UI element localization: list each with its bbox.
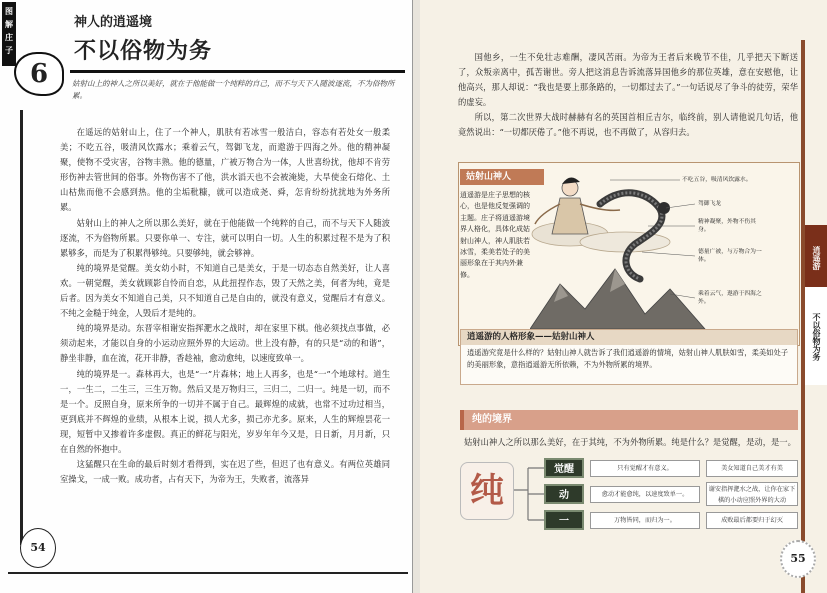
concept-node: 动 (544, 484, 584, 504)
side-tab-chapter: 逍遥游 (805, 225, 827, 287)
title-divider (70, 70, 405, 73)
illustration-caption: 逍遥游是庄子思想的核心，也是他反复强调的主题。庄子将逍遥游境界人格化，具体化成姑射山神人，神人肌肤若冰雪，柔美若处子的美丽形象在于其内外兼修。 (460, 191, 530, 279)
concept-example: 美女知道自己美才有美 (706, 460, 798, 477)
concept-node: 觉醒 (544, 458, 584, 478)
paragraph: 在遥远的姑射山上，住了一个神人，肌肤有若冰雪一般洁白，容态有若处女一般柔美；不吃五谷，吸清风饮露水；乘着云气，驾御飞龙，而遨游于四海之外。他的精神凝聚，使物不受灾害，谷物丰熟。他的德量，广被万物合为一体，人世喜纷扰，他却不肯劳形伤神去管世间的俗事。外物伤害不了他，洪水滔天也不会被淹毙，大旱使金石熔化、土山枯焦而他不会感到热。他的尘垢秕糠，就可以造成尧、舜，怎肯纷纷扰扰地为外务所累。 (60, 127, 390, 213)
paragraph: 纯的境界是觉醒。美女幼小时，不知道自己是美女，于是一切态态自然美好，让人喜欢。一朝觉醒，美女就顾影自怜而自恋，从此扭捏作态，毁了天然之美，何者为纯，竟是后者。因为美女不知道自己美，只不知道自己是自由的，就没有意义，觉醒后才有意义。不纯之金糙于纯金，人毁后才是纯的。 (60, 262, 390, 319)
illustration-title: 姑射山神人 (460, 169, 544, 185)
page-number: 55 (780, 540, 816, 578)
concept-description: 愈动才能愈纯，以速度致单一。 (590, 486, 700, 503)
concept-description: 万物皆同，而归为一。 (590, 512, 700, 529)
summary-text: 逍遥游究竟是什么样的？姑射山神人就告诉了我们逍遥游的情境，姑射山神人肌肤如雪，柔美如处子的美丽形象，意指逍遥游无所依赖，不为外物所累的境界。 (467, 348, 789, 370)
illustration-label: 乘着云气，遨游于四海之外。 (698, 291, 762, 305)
concept-description: 只有觉醒才有意义。 (590, 460, 700, 477)
summary-heading: 逍遥游的人格形象——姑射山神人 (461, 330, 797, 345)
margin-rule (20, 110, 23, 545)
concept-character: 纯 (460, 462, 514, 520)
page-title: 不以俗物为务 (74, 39, 213, 64)
concept-node: 一 (544, 510, 584, 530)
footer-rule (8, 572, 408, 574)
side-tab-label: 图解庄子 (2, 2, 16, 66)
illustration-label: 驾御飞龙 (698, 201, 722, 207)
illustration-label: 精神凝聚，外物不伤其身。 (698, 219, 756, 233)
paragraph: 纯的境界是一。森林再大，也是“一”片森林；地上人再多，也是“一”个地球村。道生一，一生二，二生三，三生万物。然后又是万物归三，三归二，二归一。纯是一切，而不是一个。反照自身，原来所争的一切并不属于自己。最辉煌的成就，也常不过功过相当，更到底并不辉煌的业绩，从根本上说，损人尤多，损己亦尤多。原来，人生的辉煌昙花一现，短暂中又掺着许多虚假。真正的鲜花与阳光，岁岁年年今又是，日日新，月月新，只在自然的怀抱中。 (60, 368, 390, 454)
paragraph: 国他乡，一生不免壮志难酬，凄风苦雨。为帝为王者后来晚节不佳，几乎把天下断送了，众叛亲离中，孤苦谢世。旁人把这消息告诉流落异国他乡的那位英雄，意在安慰他，让他高兴，那人却说：“我也是要上那条路的，一切都过去了。”一句话说尽了争斗的徒劳，荣华的虚妄。 (458, 52, 798, 107)
connector-lines (514, 460, 544, 530)
paragraph: 这猛醒只在生命的最后时刻才看得到，实在迟了些，但迟了也有意义。有两位英雄同室操戈，一成一败。成功者，占有天下，为帝为王，失败者，流落异 (60, 459, 390, 485)
lead-paragraph: 姑射山上的神人之所以美好，就在于他能做一个纯粹的自己，而不与天下人随波逐流，不为俗物所累。 (72, 79, 395, 100)
summary-box (460, 329, 798, 385)
side-tab (805, 225, 827, 385)
left-page (0, 0, 413, 593)
side-tab-section: 不以俗物为务 (805, 289, 827, 381)
realm-intro: 姑射山神人之所以那么美好，在于其纯，不为外物所累。纯是什么？是觉醒，是动，是一。 (464, 437, 796, 447)
illustration-label: 不吃五谷，吸清风饮露水。 (682, 177, 752, 183)
paragraph: 姑射山上的神人之所以那么美好，就在于他能做一个纯粹的自己，而不与天下人随波逐流，不为俗物所累。只要你单一、专注，就可以明白一切。人生的积累过程不是为了积累够多，而是为了积累得够纯。只要够纯，就会够神。 (60, 217, 390, 258)
paragraph: 所以，第二次世界大战时赫赫有名的英国首相丘吉尔，临终前，别人请他说几句话，他竟然说出：“一切都厌倦了。”他不再说，也不再做了，从容归去。 (458, 112, 798, 137)
body-text (60, 125, 390, 487)
paragraph: 纯的境界是动。东晋宰相谢安指挥淝水之战时，却在家里下棋。他必须找点事做，必须动起来，才能以自身的小运动应照外界的大运动。世上没有静，有的只是“动的和谐”，静坐非静，血在流，花开非静，香趁袖，愈动愈纯，以速度致单一。 (60, 323, 390, 364)
chapter-number: 6 (14, 52, 64, 96)
body-text (458, 50, 798, 140)
section-title: 神人的逍遥境 (74, 15, 153, 30)
concept-example: 成败最后都要归于幻灭 (706, 512, 798, 529)
page-number: 54 (20, 528, 56, 568)
illustration-label: 德量广被，与万物合为一体。 (698, 249, 762, 263)
concept-example: 谢安指挥淝水之战，让你在家下棋的小动应照外界的大动 (706, 482, 798, 506)
realm-heading: 纯的境界 (460, 410, 798, 430)
right-page (420, 0, 827, 593)
